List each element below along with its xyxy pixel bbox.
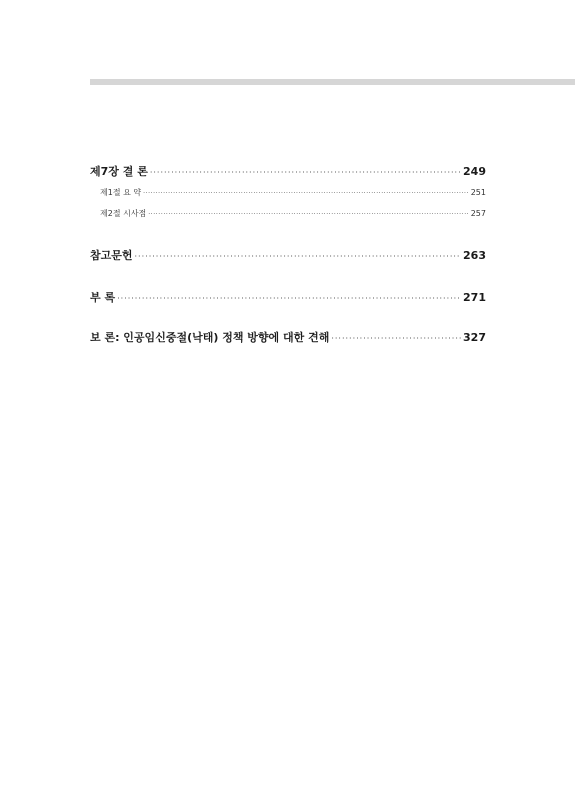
- toc-dot-leader: [150, 168, 461, 177]
- toc-entry-title: 부 록: [90, 291, 116, 304]
- toc-entry-references[interactable]: [90, 247, 486, 263]
- toc-entry-page: 271: [463, 291, 486, 304]
- toc-entry-title: 보 론: 인공임신중절(낙태) 정책 방향에 대한 견해: [90, 331, 330, 344]
- toc-dot-leader: [148, 211, 468, 218]
- header-divider-bar: [90, 79, 575, 85]
- toc-entry-title: 제2절 시사점: [100, 209, 147, 218]
- toc-entry-title: 제1절 요 약: [100, 188, 142, 197]
- toc-entry-page: 249: [463, 165, 486, 178]
- toc-dot-leader: [331, 334, 461, 343]
- toc-entry-title: 제7장 결 론: [90, 165, 148, 178]
- toc-entry-section1[interactable]: [100, 187, 486, 198]
- toc-dot-leader: [135, 252, 462, 261]
- toc-entry-page: 251: [470, 188, 486, 197]
- toc-entry-appendix[interactable]: [90, 289, 486, 305]
- toc-dot-leader: [117, 294, 461, 303]
- toc-entry-chapter7[interactable]: [90, 163, 486, 179]
- toc-entry-section2[interactable]: [100, 208, 486, 219]
- toc-entry-page: 327: [463, 331, 486, 344]
- toc-entry-page: 263: [463, 249, 486, 262]
- toc-entry-title: 참고문헌: [90, 249, 133, 262]
- toc-entry-page: 257: [470, 209, 486, 218]
- toc-entry-supplement[interactable]: [90, 329, 486, 345]
- toc-dot-leader: [143, 190, 469, 197]
